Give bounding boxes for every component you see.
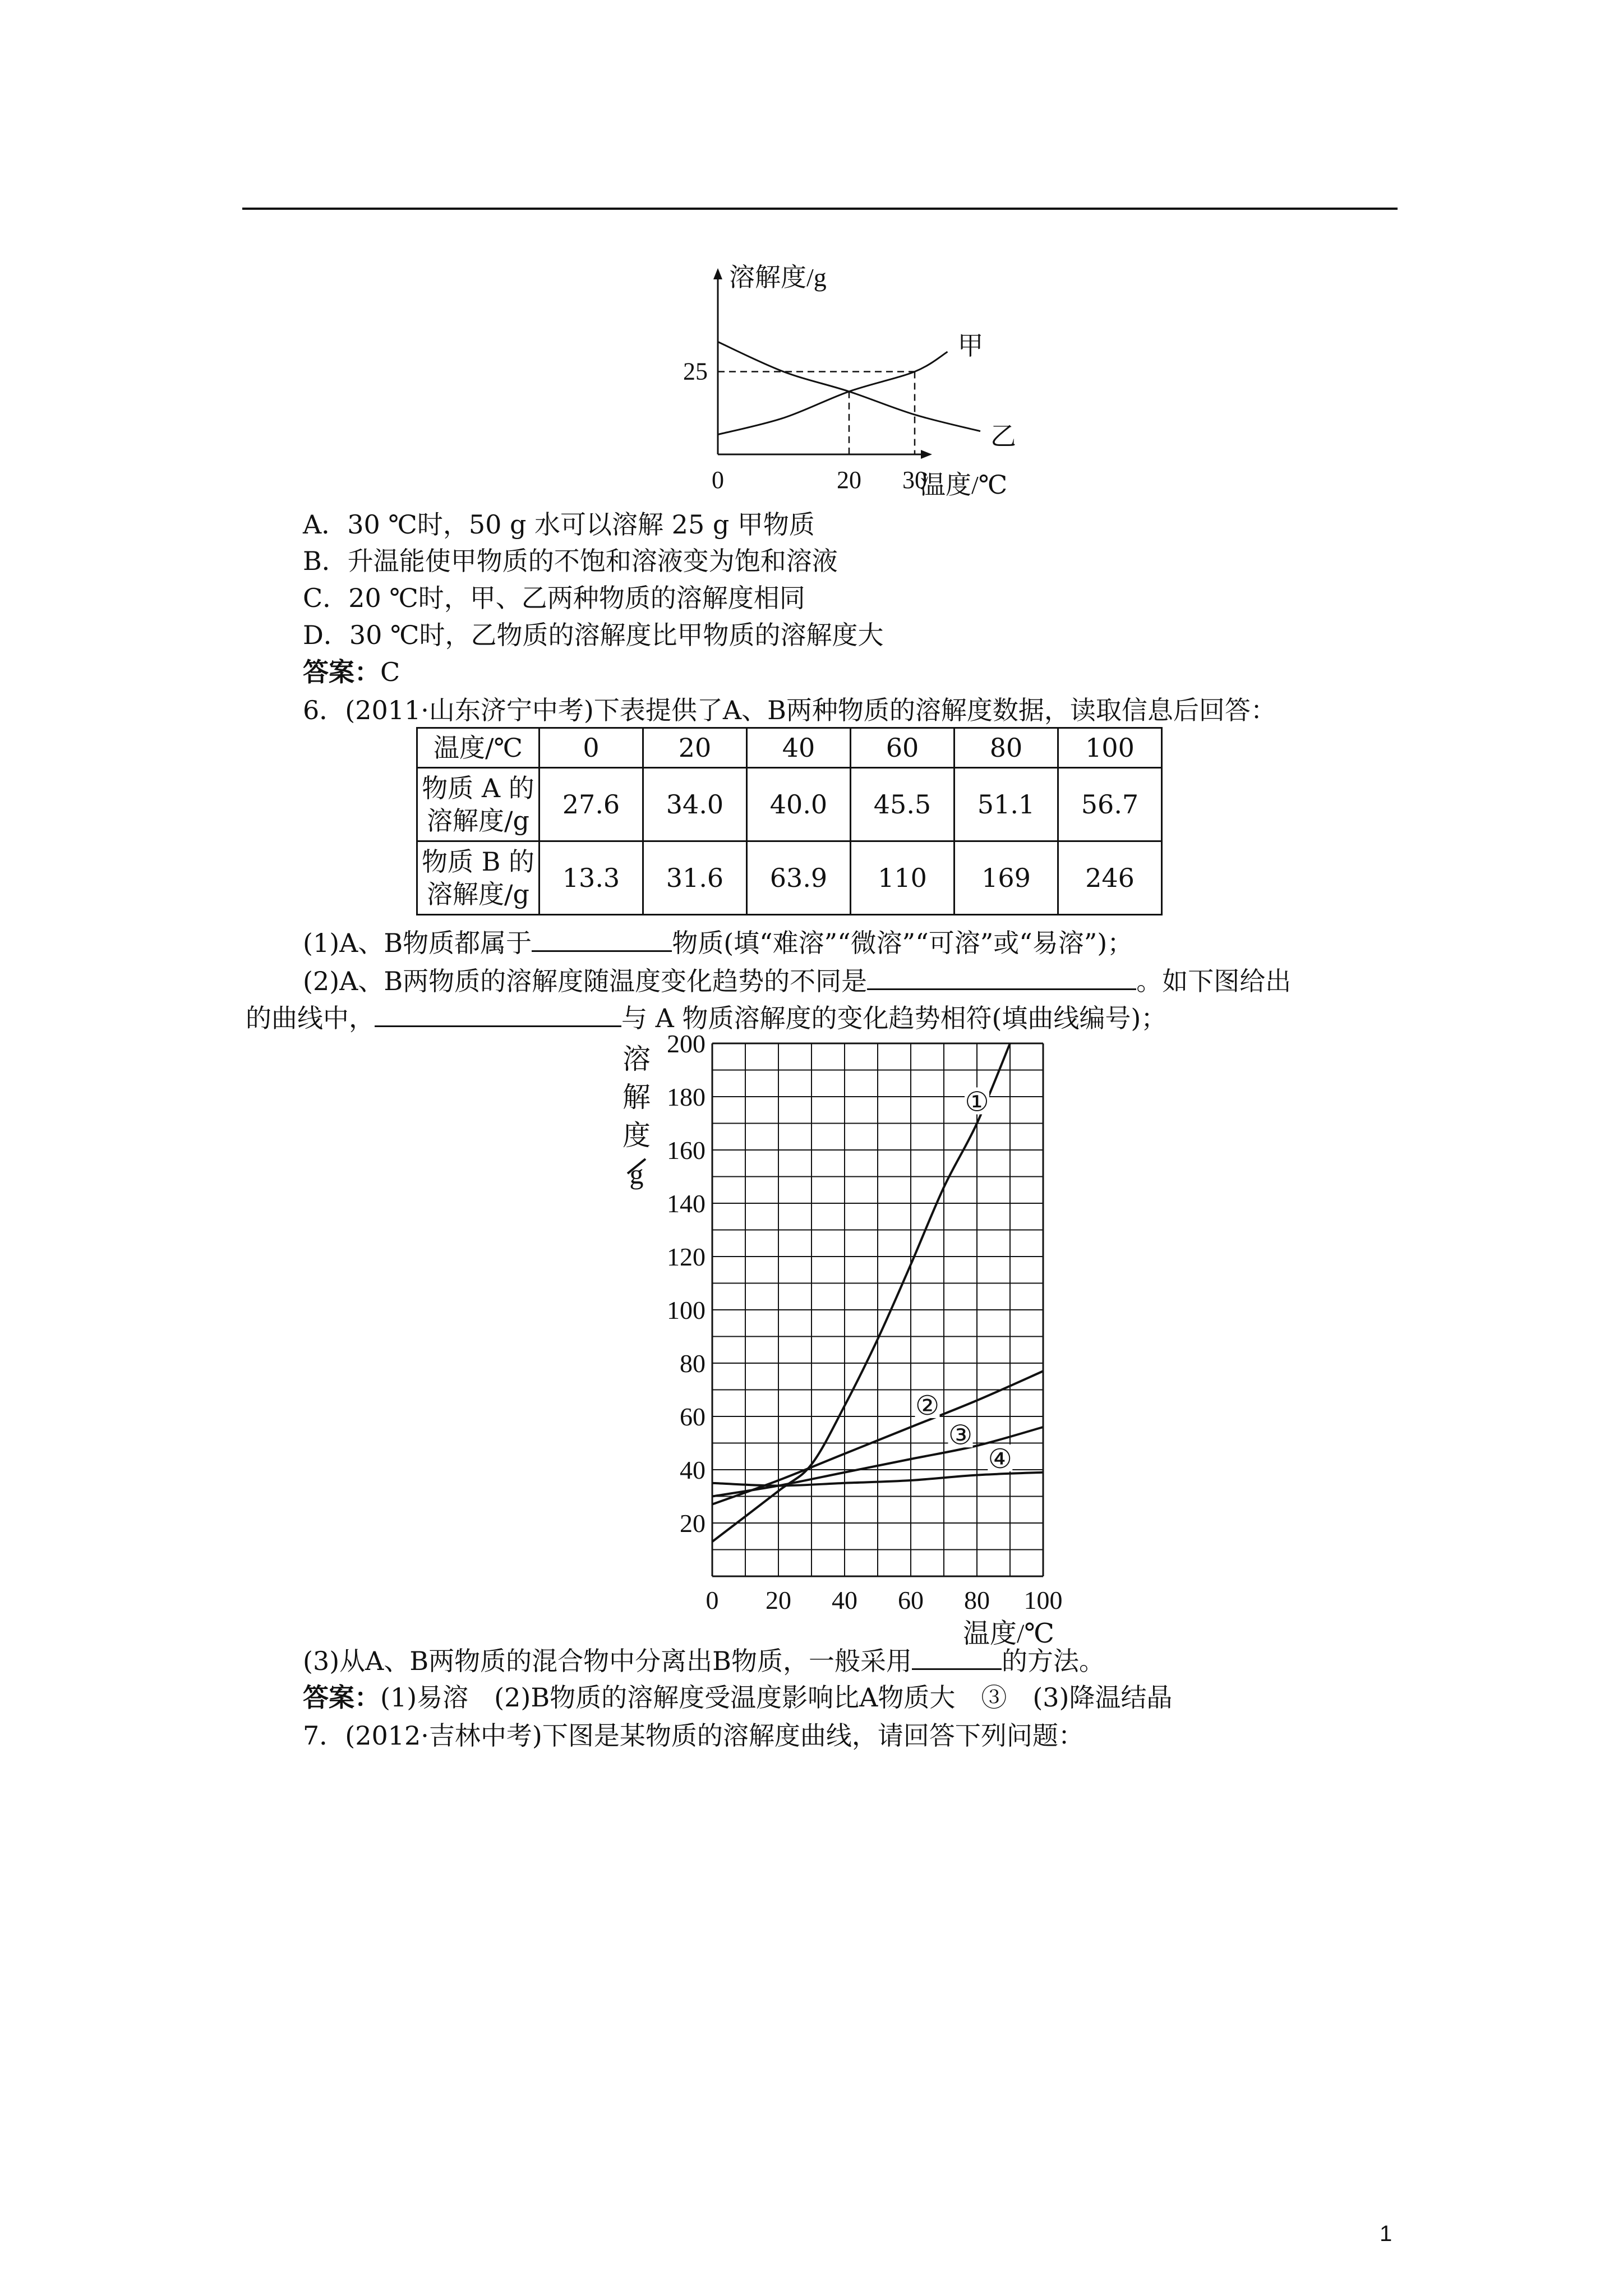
table-row-a: [417, 768, 1162, 841]
table-cell: 31.6: [643, 841, 747, 915]
table-header-cell: 20: [643, 728, 747, 768]
chart2-y-tick: 200: [667, 1029, 706, 1058]
answer-blank-2[interactable]: [867, 964, 1136, 990]
chart2-y-tick: 180: [667, 1083, 706, 1111]
table-cell: 110: [851, 841, 955, 915]
chart1-curve-jia: [718, 352, 948, 435]
chart2-y-tick: 160: [667, 1136, 706, 1165]
chart1-axes: [713, 268, 932, 459]
answer-6-value: (1)易溶 (2)B物质的溶解度受温度影响比A物质大 ③ (3)降温结晶: [380, 1682, 1173, 1713]
chart2-x-axis-label: 温度/℃: [962, 1619, 1054, 1649]
answer-5-value: C: [380, 657, 400, 687]
table-header-cell: 0: [540, 728, 643, 768]
chart2-curve-1: [712, 1043, 1010, 1542]
chart1-series-label: 乙: [990, 422, 1016, 451]
chart2-x-tick: 60: [898, 1586, 924, 1614]
question-6-part-3: (3)从A、B两物质的混合物中分离出B物质，一般采用 的方法。: [303, 1644, 1105, 1678]
table-row-label: 物质 B 的 溶解度/g: [417, 841, 540, 915]
table-cell: 27.6: [540, 768, 643, 841]
answer-blank-4[interactable]: [912, 1644, 1002, 1670]
chart2-y-tick: 60: [680, 1402, 706, 1431]
question-7-stem: 7．(2012·吉林中考)下图是某物质的溶解度曲线，请回答下列问题：: [303, 1720, 1084, 1751]
table-cell: 63.9: [747, 841, 851, 915]
table-header-row: [417, 728, 1162, 768]
answer-5-label: 答案：: [303, 657, 380, 687]
header-rule: [242, 208, 1398, 210]
table-cell: 40.0: [747, 768, 851, 841]
chart2-y-tick: 100: [667, 1296, 706, 1324]
svg-text:溶: 溶: [623, 1043, 651, 1075]
answer-6-label: 答案：: [303, 1682, 380, 1713]
table-row-b: [417, 841, 1162, 915]
chart2-grid: [712, 1043, 1043, 1576]
table-cell: 56.7: [1058, 768, 1162, 841]
chart1-x-tick: 20: [837, 466, 861, 494]
table-header-cell: 60: [851, 728, 955, 768]
chart1-x-axis-label: 温度/℃: [920, 471, 1008, 499]
question-6-part-2-line2: 的曲线中， 与 A 物质溶解度的变化趋势相符(填曲线编号)；: [246, 1001, 1166, 1035]
chart1-dashed-guides: [718, 372, 915, 455]
table-cell: 51.1: [955, 768, 1058, 841]
chart2-y-tick: 140: [667, 1189, 706, 1218]
table-header-cell: 100: [1058, 728, 1162, 768]
question-6-part-1: (1)A、B物质都属于 物质(填“难溶”“微溶”“可溶”或“易溶”)；: [303, 926, 1133, 960]
chart2-y-tick: 20: [680, 1509, 706, 1538]
option-a: A．30 ℃时，50 g 水可以溶解 25 g 甲物质: [303, 509, 815, 540]
chart2-series-label: ①: [965, 1087, 989, 1117]
chart2-y-axis-label: [623, 1043, 651, 1190]
chart2-x-tick: 0: [706, 1586, 719, 1614]
table-header-cell: 温度/℃: [417, 728, 540, 768]
chart2-y-tick: 80: [680, 1349, 706, 1378]
question-6-stem: 6．(2011·山东济宁中考)下表提供了A、B两种物质的溶解度数据，读取信息后回答：: [303, 695, 1276, 725]
answer-blank-3[interactable]: [375, 1001, 621, 1027]
option-c: C．20 ℃时，甲、乙两种物质的溶解度相同: [303, 583, 805, 613]
table-cell: 13.3: [540, 841, 643, 915]
table-cell: 246: [1058, 841, 1162, 915]
chart2-y-tick: 120: [667, 1243, 706, 1271]
table-header-cell: 80: [955, 728, 1058, 768]
chart2-y-tick: 40: [680, 1456, 706, 1484]
table-cell: 45.5: [851, 768, 955, 841]
table-cell: 169: [955, 841, 1058, 915]
table-header-cell: 40: [747, 728, 851, 768]
option-d: D．30 ℃时，乙物质的溶解度比甲物质的溶解度大: [303, 620, 884, 650]
table-row-label: 物质 A 的 溶解度/g: [417, 768, 540, 841]
svg-text:度: 度: [623, 1120, 651, 1151]
chart2-x-tick: 40: [832, 1586, 857, 1614]
chart2-x-tick: 80: [964, 1586, 990, 1614]
chart1-y-axis-label: 溶解度/g: [729, 263, 827, 292]
chart2-series-label: ④: [988, 1444, 1012, 1474]
chart2-series-label: ③: [948, 1420, 973, 1451]
chart1-y-tick: 25: [683, 357, 708, 385]
chart1-x-tick: 30: [902, 466, 927, 494]
chart2-series-label: ②: [915, 1391, 940, 1421]
svg-text:解: 解: [623, 1082, 651, 1113]
chart2-x-tick: 100: [1023, 1586, 1063, 1614]
solubility-table: [416, 727, 1163, 915]
solubility-chart-curves: [606, 1021, 1082, 1649]
chart2-x-tick: 20: [766, 1586, 791, 1614]
table-cell: 34.0: [643, 768, 747, 841]
answer-6: [303, 1681, 1173, 1714]
chart1-series-label: 甲: [957, 332, 984, 361]
option-b: B．升温能使甲物质的不饱和溶液变为饱和溶液: [303, 546, 838, 576]
page-number: 1: [1380, 2221, 1393, 2246]
svg-text:g: g: [629, 1158, 644, 1190]
question-6-part-2: (2)A、B两物质的溶解度随温度变化趋势的不同是 。如下图给出: [303, 964, 1291, 998]
answer-blank-1[interactable]: [532, 926, 672, 952]
solubility-chart-jia-yi: [662, 252, 1054, 510]
chart1-x-tick: 0: [712, 466, 724, 494]
answer-5: [303, 655, 400, 689]
